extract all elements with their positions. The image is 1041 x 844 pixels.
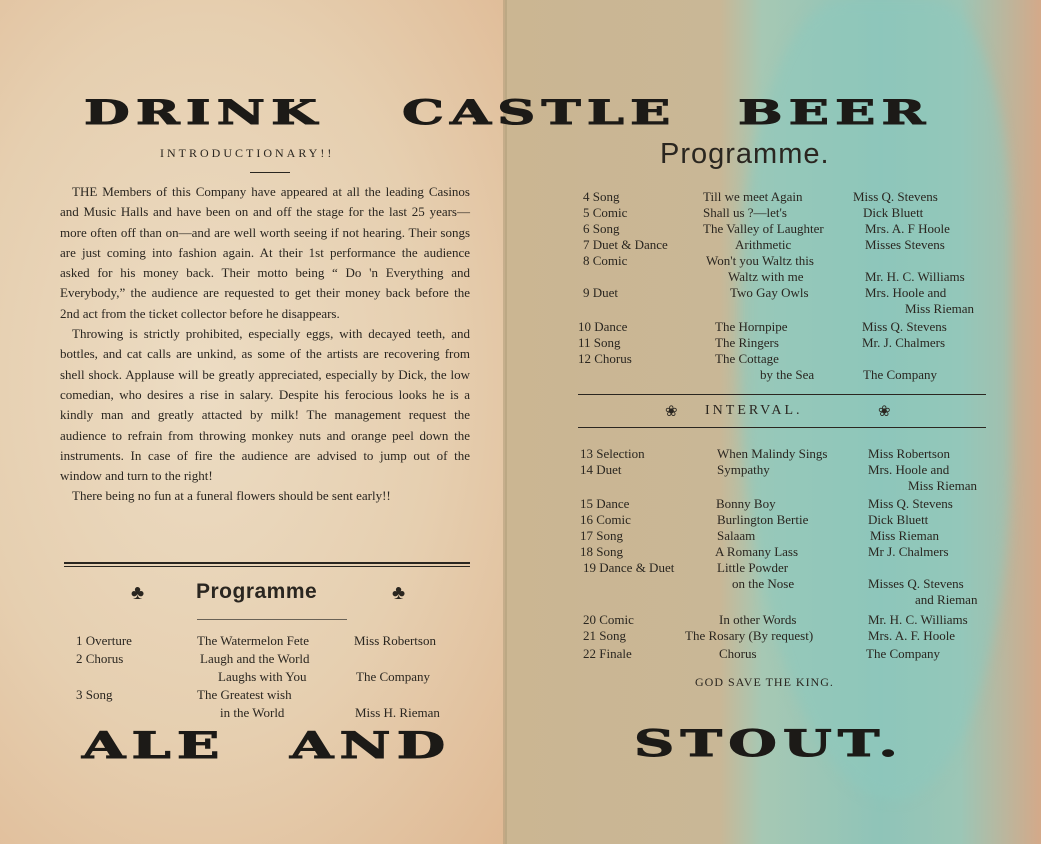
programme-item: Laugh and the World [200, 651, 310, 666]
programme-item: Shall us ?—let's [703, 205, 787, 220]
programme-item: When Malindy Sings [717, 446, 828, 461]
divider [578, 427, 986, 428]
programme-perf: Mrs. Hoole and [868, 462, 950, 477]
programme-num: 18 Song [580, 544, 623, 559]
programme-item: Burlington Bertie [717, 512, 809, 527]
intro-body [60, 182, 470, 507]
divider [64, 562, 470, 564]
intro-paragraph: Throwing is strictly prohibited, especially eggs, with decayed teeth, and bottles, and cat calls are unkind, as some of the artists are recovering from shell shock. Applause will be greatly appreciated, especially by Dick, the low comedian, who desires a rise in salary. Despite his ferocious looks he is a kindly man and greatly attacted by milk! The management request the audience to refrain from throwing monkey nuts and orange peel down the instruments. In case of fire the audience are advised to jump out of the window and turn to the right! [60, 326, 470, 484]
programme-num: 9 Duet [583, 285, 619, 300]
programme-num: 20 Comic [583, 612, 634, 627]
banner-stout: STOUT. [634, 723, 905, 765]
programme-item: The Valley of Laughter [703, 221, 824, 236]
programme-perf: Miss Q. Stevens [868, 496, 953, 511]
programme-item: on the Nose [732, 576, 795, 591]
programme-perf: The Company [866, 646, 941, 661]
programme-num: 12 Chorus [578, 351, 632, 366]
banner-and: AND [290, 725, 452, 767]
programme-item: Salaam [717, 528, 756, 543]
programme-item: The Hornpipe [715, 319, 788, 334]
programme-perf: Miss Rieman [870, 528, 939, 543]
clover-icon: ♣ [392, 582, 406, 604]
programme-perf: Mr. H. C. Williams [868, 612, 968, 627]
programme-item: Chorus [719, 646, 757, 661]
banner-drink: DRINK [84, 93, 324, 133]
programme-num: 6 Song [583, 221, 620, 236]
programme-item: Waltz with me [728, 269, 804, 284]
divider [64, 566, 470, 567]
programme-item: Arithmetic [735, 237, 792, 252]
programme-item: Till we meet Again [703, 189, 803, 204]
programme-perf: Mrs. A. F. Hoole [868, 628, 956, 643]
programme-perf: Miss Rieman [908, 478, 977, 493]
programme-num: 17 Song [580, 528, 623, 543]
programme-item: Laughs with You [218, 669, 307, 684]
ornament-icon: ❀ [665, 404, 678, 420]
programme-perf: Mrs. Hoole and [865, 285, 947, 300]
programme-item: The Watermelon Fete [197, 633, 310, 648]
programme-perf: Miss Q. Stevens [853, 189, 938, 204]
programme-perf: Miss Rieman [905, 301, 974, 316]
banner-beer: BEER [738, 93, 932, 133]
programme-perf: Mr J. Chalmers [868, 544, 949, 559]
programme-perf: The Company [863, 367, 938, 382]
programme-num: 2 Chorus [76, 651, 124, 666]
ornament-icon: ❀ [878, 404, 891, 420]
interval-label: INTERVAL. [705, 403, 803, 418]
programme-perf: Miss Q. Stevens [862, 319, 947, 334]
programme-perf: Misses Q. Stevens [868, 576, 964, 591]
programme-item: Bonny Boy [716, 496, 776, 511]
programme-num: 11 Song [578, 335, 621, 350]
intro-paragraph: THE Members of this Company have appeared at all the leading Casinos and Music Halls and have been on and off the stage for the last 25 years—more often off than on—and are well worth seeing if not hearing. Their songs are just coming into fashion again. At their 1st performance the audience asked for his money back. Their motto being “ Do 'n Everything and Everybody,” the audience are requested to get their money back before the 2nd act from the ticket collector before he disappears. [60, 184, 470, 321]
programme-perf: The Company [356, 669, 431, 684]
programme-num: 5 Comic [583, 205, 628, 220]
programme-perf: Mrs. A. F Hoole [865, 221, 950, 236]
programme-perf: Miss H. Rieman [355, 705, 440, 720]
programme-item: In other Words [719, 612, 797, 627]
programme-num: 7 Duet & Dance [583, 237, 668, 252]
programme-item: The Rosary (By request) [685, 628, 814, 643]
programme-perf: Mr. J. Chalmers [862, 335, 946, 350]
intro-heading: INTRODUCTIONARY!! [160, 146, 335, 160]
programme-num: 21 Song [583, 628, 626, 643]
programme-num: 22 Finale [583, 646, 632, 661]
banner-castle: CASTLE [402, 93, 677, 133]
programme-item: Little Powder [717, 560, 789, 575]
programme-item: The Greatest wish [197, 687, 292, 702]
right-programme-title: Programme. [660, 138, 830, 170]
programme-num: 3 Song [76, 687, 113, 702]
closing-line: GOD SAVE THE KING. [695, 675, 834, 689]
programme-num: 14 Duet [580, 462, 622, 477]
programme-item: in the World [220, 705, 285, 720]
programme-perf: and Rieman [915, 592, 978, 607]
clover-icon: ♣ [131, 582, 145, 604]
programme-num: 16 Comic [580, 512, 631, 527]
programme-item: Two Gay Owls [730, 285, 809, 300]
divider [197, 619, 347, 620]
heading-rule [250, 172, 290, 173]
programme-num: 4 Song [583, 189, 620, 204]
divider [578, 394, 986, 395]
programme-perf: Dick Bluett [868, 512, 929, 527]
programme-num: 15 Dance [580, 496, 630, 511]
programme-perf: Dick Bluett [863, 205, 924, 220]
banner-ale: ALE [82, 725, 226, 767]
programme-item: A Romany Lass [715, 544, 799, 559]
programme-item: by the Sea [760, 367, 815, 382]
programme-perf: Misses Stevens [865, 237, 945, 252]
programme-item: The Cottage [715, 351, 779, 366]
programme-item: Won't you Waltz this [706, 253, 814, 268]
programme-item: Sympathy [717, 462, 770, 477]
programme-num: 1 Overture [76, 633, 132, 648]
programme-num: 8 Comic [583, 253, 628, 268]
programme-num: 10 Dance [578, 319, 628, 334]
programme-perf: Miss Robertson [868, 446, 950, 461]
programme-item: The Ringers [715, 335, 779, 350]
programme-num: 13 Selection [580, 446, 645, 461]
programme-num: 19 Dance & Duet [583, 560, 675, 575]
programme-perf: Mr. H. C. Williams [865, 269, 965, 284]
intro-paragraph: There being no fun at a funeral flowers should be sent early!! [72, 488, 391, 504]
programme-perf: Miss Robertson [354, 633, 436, 648]
left-programme-title: Programme [196, 580, 318, 603]
